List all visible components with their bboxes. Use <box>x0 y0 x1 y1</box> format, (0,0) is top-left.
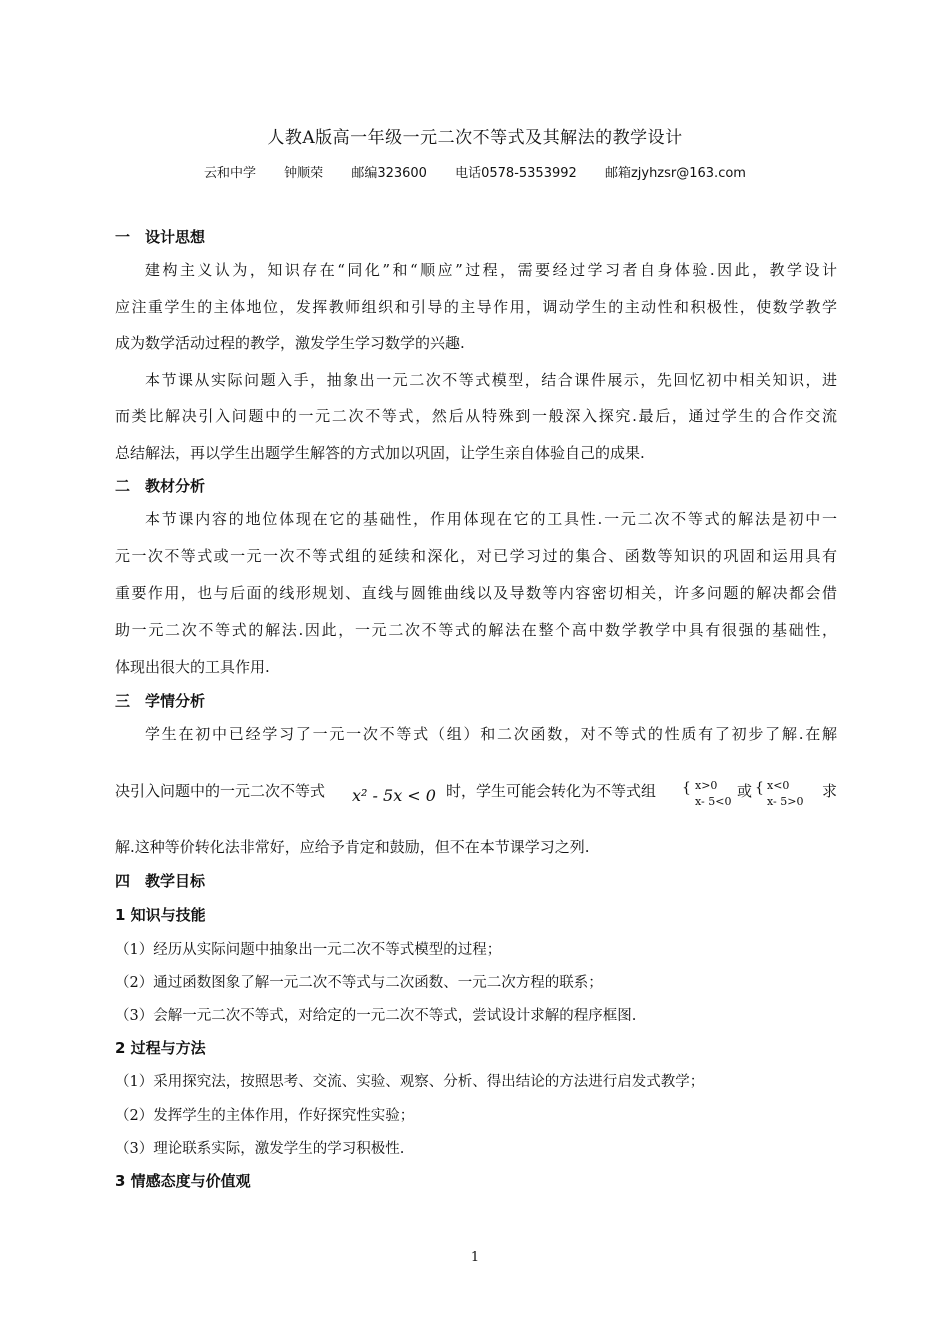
paragraph-text: 时，学生可能会转化为不等式组 <box>446 782 657 800</box>
paragraph-line: 解.这种等价转化法非常好，应给予肯定和鼓励，但不在本节课学习之列. <box>115 838 590 856</box>
page-number: 1 <box>470 1250 480 1265</box>
section-heading-2: 二 教材分析 <box>115 477 206 495</box>
paragraph-line: 重要作用，也与后面的线形规划、直线与圆锥曲线以及导数等内容密切相关，许多问题的解决都会借 <box>115 584 837 602</box>
brace-icon: { <box>682 780 691 796</box>
paragraph-line: 助一元二次不等式的解法.因此，一元二次不等式的解法在整个高中数学教学中具有很强的基础性， <box>115 621 837 639</box>
author-phone: 电话0578-5353992 <box>455 166 577 181</box>
paragraph-line: 总结解法，再以学生出题学生解答的方式加以巩固，让学生亲自体验自己的成果. <box>115 444 645 462</box>
section-heading-3: 三 学情分析 <box>115 692 206 710</box>
paragraph-line: 本节课从实际问题入手，抽象出一元二次不等式模型，结合课件展示，先回忆初中相关知识，进 <box>145 371 837 389</box>
paragraph-line: 成为数学活动过程的教学，激发学生学习数学的兴趣. <box>115 334 465 352</box>
paragraph-text: 求 <box>822 782 838 800</box>
inequality-system-2: x<0 x- 5>0 <box>767 779 804 808</box>
section-heading-1: 一 设计思想 <box>115 228 206 246</box>
paragraph-line: 建构主义认为，知识存在“同化”和“顺应”过程，需要经过学习者自身体验.因此，教学设计 <box>145 261 837 279</box>
paragraph-line: 体现出很大的工具作用. <box>115 658 270 676</box>
author-name: 钟顺荣 <box>284 166 324 181</box>
list-item: （3）会解一元二次不等式，对给定的一元二次不等式，尝试设计求解的程序框图. <box>115 1008 637 1024</box>
paragraph-line: 本节课内容的地位体现在它的基础性，作用体现在它的工具性.一元二次不等式的解法是初中一 <box>145 510 837 528</box>
subsection-heading: 1 知识与技能 <box>115 906 206 924</box>
inequality-expression: x² - 5x < 0 <box>352 786 436 805</box>
or-text: 或 <box>737 782 753 800</box>
author-email: 邮箱zjyhzsr@163.com <box>604 166 746 181</box>
paragraph-line: 元一次不等式或一元一次不等式组的延续和深化，对已学习过的集合、函数等知识的巩固和运用具有 <box>115 547 837 565</box>
list-item: （1）经历从实际问题中抽象出一元二次不等式模型的过程； <box>115 942 502 958</box>
paragraph-line-math: 决引入问题中的一元二次不等式 <box>115 782 326 800</box>
list-item: （2）发挥学生的主体作用，作好探究性实验； <box>115 1108 415 1124</box>
author-info <box>0 162 950 181</box>
list-item: （1）采用探究法，按照思考、交流、实验、观察、分析、得出结论的方法进行启发式教学； <box>115 1074 705 1090</box>
section-heading-4: 四 教学目标 <box>115 872 206 890</box>
document-title: 人教A版高一年级一元二次不等式及其解法的教学设计 <box>267 128 683 148</box>
author-school: 云和中学 <box>204 166 257 181</box>
list-item: （3）理论联系实际，激发学生的学习积极性. <box>115 1141 405 1157</box>
author-postcode: 邮编323600 <box>351 166 427 181</box>
paragraph-line: 学生在初中已经学习了一元一次不等式（组）和二次函数，对不等式的性质有了初步了解.在解 <box>145 725 837 743</box>
paragraph-line: 应注重学生的主体地位，发挥教师组织和引导的主导作用，调动学生的主动性和积极性，使数学教学 <box>115 298 837 316</box>
inequality-system-1: x>0 x- 5<0 <box>695 779 732 808</box>
paragraph-line: 而类比解决引入问题中的一元二次不等式，然后从特殊到一般深入探究.最后，通过学生的合作交流 <box>115 407 837 425</box>
brace-icon: { <box>755 780 764 796</box>
list-item: （2）通过函数图象了解一元二次不等式与二次函数、一元二次方程的联系； <box>115 975 603 991</box>
subsection-heading: 3 情感态度与价值观 <box>115 1172 251 1190</box>
subsection-heading: 2 过程与方法 <box>115 1039 206 1057</box>
